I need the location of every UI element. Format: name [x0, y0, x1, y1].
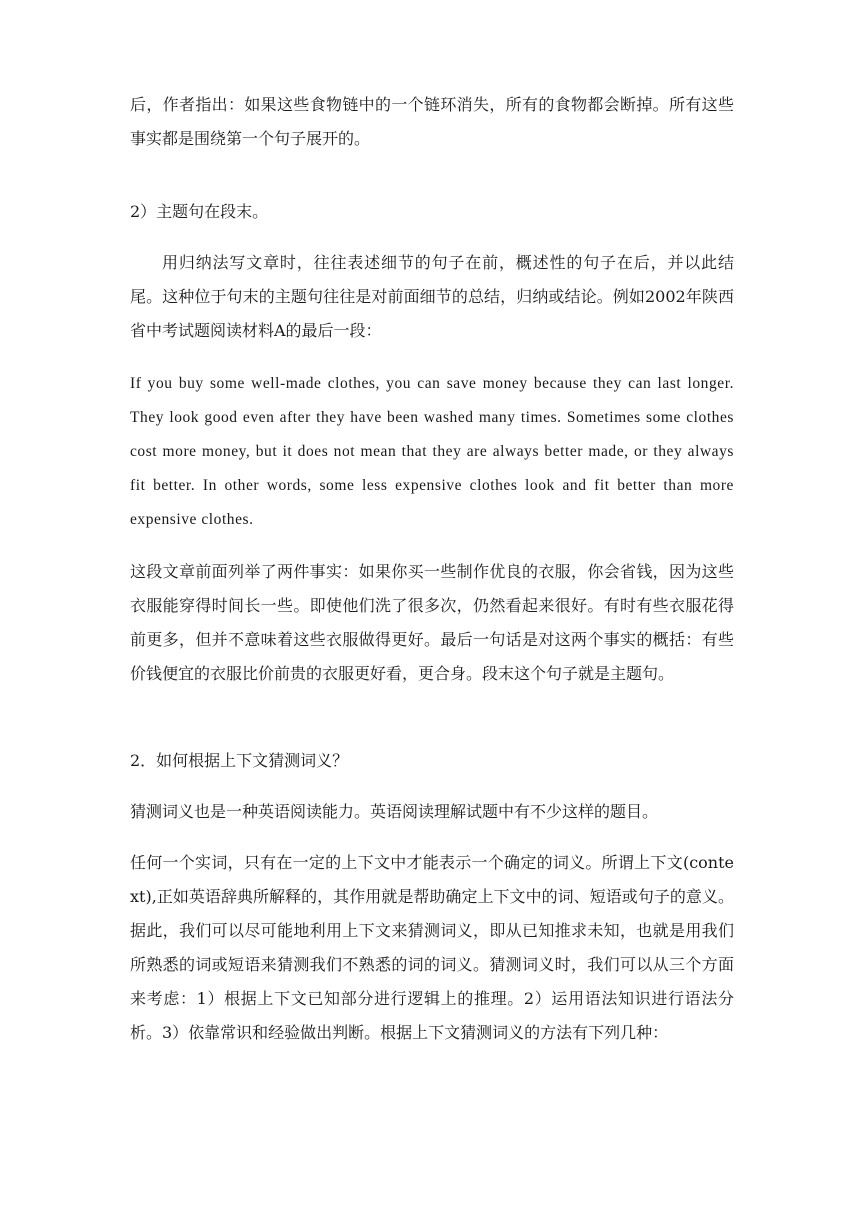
paragraph-guessing-ability: 猜测词义也是一种英语阅读能力。英语阅读理解试题中有不少这样的题目。 — [130, 802, 659, 821]
paragraph-food-chain-conclusion: 后，作者指出：如果这些食物链中的一个链环消失，所有的食物都会断掉。所有这些事实都是围绕第一个句子展开的。 — [130, 95, 734, 148]
heading-guess-word-meaning: 2．如何根据上下文猜测词义？ — [130, 751, 349, 770]
paragraph-english-example: If you buy some well-made clothes, you can save money because they can last longer. They look good even after they have been washed many times. Sometimes some clothes cost more money, but it does not mean that they are always better made, or they always fit better. In other words, some less expensive clothes look and fit better than more expensive clothes. — [130, 375, 734, 528]
paragraph-inductive-method: 用归纳法写文章时，往往表述细节的句子在前，概述性的句子在后，并以此结尾。这种位于句末的主题句往往是对前面细节的总结，归纳或结论。例如2002年陕西省中考试题阅读材料A的最后一段： — [130, 253, 734, 340]
paragraph-example-analysis: 这段文章前面列举了两件事实：如果你买一些制作优良的衣服，你会省钱，因为这些衣服能穿得时间长一些。即使他们洗了很多次，仍然看起来很好。有时有些衣服花得前更多，但并不意味着这些衣服做得更好。最后一句话是对这两个事实的概括：有些价钱便宜的衣服比价前贵的衣服更好看，更合身。段末这个句子就是主题句。 — [130, 562, 734, 683]
paragraph-context-explanation: 任何一个实词，只有在一定的上下文中才能表示一个确定的词义。所谓上下文(context),正如英语辞典所解释的，其作用就是帮助确定上下文中的词、短语或句子的意义。据此，我们可以尽可能地利用上下文来猜测词义，即从已知推求未知，也就是用我们所熟悉的词或短语来猜测我们不熟悉的词的词义。猜测词义时，我们可以从三个方面来考虑：1）根据上下文已知部分进行逻辑上的推理。2）运用语法知识进行语法分析。3）依靠常识和经验做出判断。根据上下文猜测词义的方法有下列几种： — [130, 853, 734, 1042]
heading-topic-sentence-at-end: 2）主题句在段末。 — [130, 202, 269, 221]
